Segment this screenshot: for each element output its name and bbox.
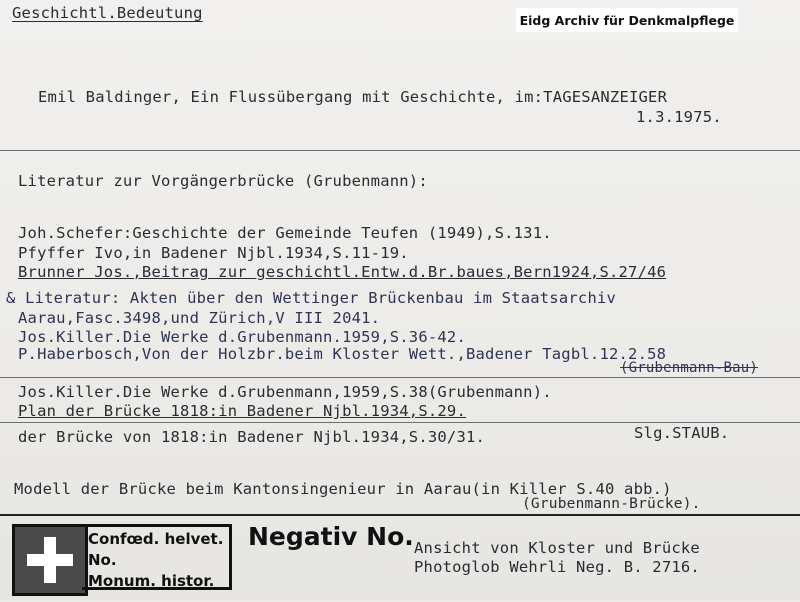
further-lit-4: P.Haberbosch,Von der Holzbr.beim Kloster Wett.,Badener Tagbl.12.2.58 xyxy=(18,345,667,363)
literature-entry-3: Brunner Jos.,Beitrag zur geschichtl.Entw.d.Br.baues,Bern1924,S.27/46 xyxy=(18,263,667,281)
model-line-1: Modell der Brücke beim Kantonsingenieur in Aarau(in Killer S.40 abb.) xyxy=(14,480,672,498)
divider-1 xyxy=(0,150,800,151)
further-lit-3: Jos.Killer.Die Werke d.Grubenmann.1959,S.36-42. xyxy=(18,328,466,346)
archive-stamp: Eidg Archiv für Denkmalpflege xyxy=(516,8,738,32)
confoederatio-seal xyxy=(82,524,232,590)
section-title: Geschichtl.Bedeutung xyxy=(12,4,203,22)
source-line-1: Emil Baldinger, Ein Flussübergang mit Geschichte, im:TAGESANZEIGER xyxy=(38,88,668,106)
source-line-2: 1.3.1975. xyxy=(636,108,722,126)
further-lit-5: (Grubenmann-Bau) xyxy=(620,360,759,376)
views-collection: Slg.STAUB. xyxy=(634,424,730,442)
swiss-cross-icon xyxy=(12,524,88,596)
negativ-desc-2: Photoglob Wehrli Neg. B. 2716. xyxy=(414,558,700,576)
plan-line-2: Plan der Brücke 1818:in Badener Njbl.1934,S.29. xyxy=(18,402,466,420)
literature-entry-2: Pfyffer Ivo,in Badener Njbl.1934,S.11-19. xyxy=(18,244,409,262)
divider-3 xyxy=(0,422,800,423)
negativ-desc-1: Ansicht von Kloster und Brücke xyxy=(414,539,700,557)
model-line-2: (Grubenmann-Brücke). xyxy=(522,496,701,512)
seal-line-3: Monum. histor. xyxy=(88,572,215,590)
further-lit-2: Aarau,Fasc.3498,und Zürich,V III 2041. xyxy=(18,309,381,327)
negativ-label: Negativ No. xyxy=(248,522,414,551)
seal-line-1: Confœd. helvet. xyxy=(88,530,224,548)
further-lit-1: & Literatur: Akten über den Wettinger Brückenbau im Staatsarchiv xyxy=(6,289,617,307)
literature-heading: Literatur zur Vorgängerbrücke (Grubenmann): xyxy=(18,172,428,190)
seal-line-2: No. xyxy=(88,551,117,569)
divider-2 xyxy=(0,377,800,378)
literature-entry-1: Joh.Schefer:Geschichte der Gemeinde Teufen (1949),S.131. xyxy=(18,224,552,242)
views-line: der Brücke von 1818:in Badener Njbl.1934,S.30/31. xyxy=(18,428,486,446)
plan-line-1: Jos.Killer.Die Werke d.Grubenmann,1959,S.38(Grubenmann). xyxy=(18,383,552,401)
